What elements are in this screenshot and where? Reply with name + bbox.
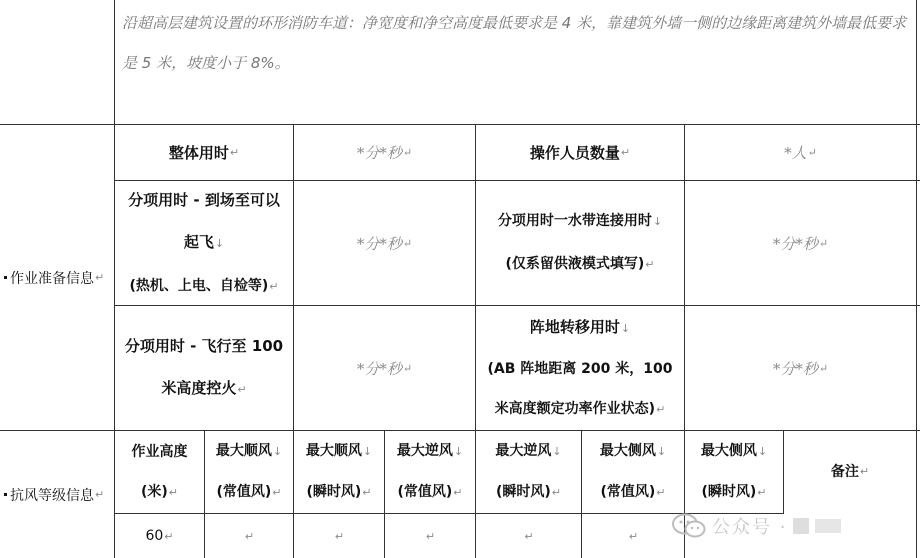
header-crosswind-gust: 最大侧风↓ (瞬时风)↵ xyxy=(700,443,768,500)
staff-count-value: *人 ↵ xyxy=(784,144,817,162)
watermark xyxy=(672,508,916,544)
cell-crosswind-constant: ↵ xyxy=(628,529,639,543)
header-work-height: 作业高度 (米)↵ xyxy=(131,443,188,500)
split-flight-value: *分*秒 ↵ xyxy=(356,359,413,378)
cell-tailwind-constant: ↵ xyxy=(244,529,255,543)
cell-work-height: 60 ↵ xyxy=(145,528,174,544)
split-arrival-value: *分*秒 ↵ xyxy=(356,234,413,253)
total-time-value: *分*秒 ↵ xyxy=(356,144,413,162)
position-transfer-label: 阵地转移用时↓ (AB 阵地距离 200 米，100 米高度额定功率作业状态)↵ xyxy=(487,317,673,417)
bullet-icon xyxy=(4,276,7,279)
cell-headwind-constant: ↵ xyxy=(425,529,436,543)
cell-tailwind-gust: ↵ xyxy=(334,529,345,543)
header-crosswind-constant: 最大侧风↓ (常值风)↵ xyxy=(599,443,667,500)
header-remark: 备注 ↵ xyxy=(830,464,870,480)
staff-count-label: 操作人员数量 ↵ xyxy=(529,143,631,162)
header-headwind-gust: 最大逆风↓ (瞬时风)↵ xyxy=(495,443,562,500)
section-wind-label: 抗风等级信息 ↵ xyxy=(0,431,114,558)
hose-connect-value: *分*秒 ↵ xyxy=(772,234,829,253)
split-arrival-label: 分项用时 - 到场至可以 起飞↓ (热机、上电、自检等)↵ xyxy=(128,190,280,294)
section-prep-label: 作业准备信息 ↵ xyxy=(0,125,114,430)
description-text: 沿超高层建筑设置的环形消防车道：净宽度和净空高度最低要求是 4 米，靠建筑外墙一侧的边缘距离建筑外墙最低要求是 5 米，坡度小于 8%。 xyxy=(122,14,907,72)
total-time-label: 整体用时 ↵ xyxy=(168,143,240,162)
hose-connect-label: 分项用时一水带连接用时↓ (仅系留供液模式填写)↵ xyxy=(497,213,663,272)
blurred-name xyxy=(815,519,841,533)
position-transfer-value: *分*秒 ↵ xyxy=(772,359,829,378)
split-flight-label: 分项用时 - 飞行至 100 米高度控火↵ xyxy=(124,337,284,397)
bullet-icon xyxy=(4,493,7,496)
col-divider xyxy=(916,0,917,558)
header-tailwind-constant: 最大顺风↓ (常值风)↵ xyxy=(215,443,283,500)
wechat-icon xyxy=(672,513,706,539)
header-tailwind-gust: 最大顺风↓ (瞬时风)↵ xyxy=(305,443,373,500)
watermark-text: 公众号 · xyxy=(712,517,788,538)
blurred-name xyxy=(793,518,809,534)
cell-headwind-gust: ↵ xyxy=(524,529,534,543)
header-headwind-constant: 最大逆风↓ (常值风)↵ xyxy=(396,443,464,500)
